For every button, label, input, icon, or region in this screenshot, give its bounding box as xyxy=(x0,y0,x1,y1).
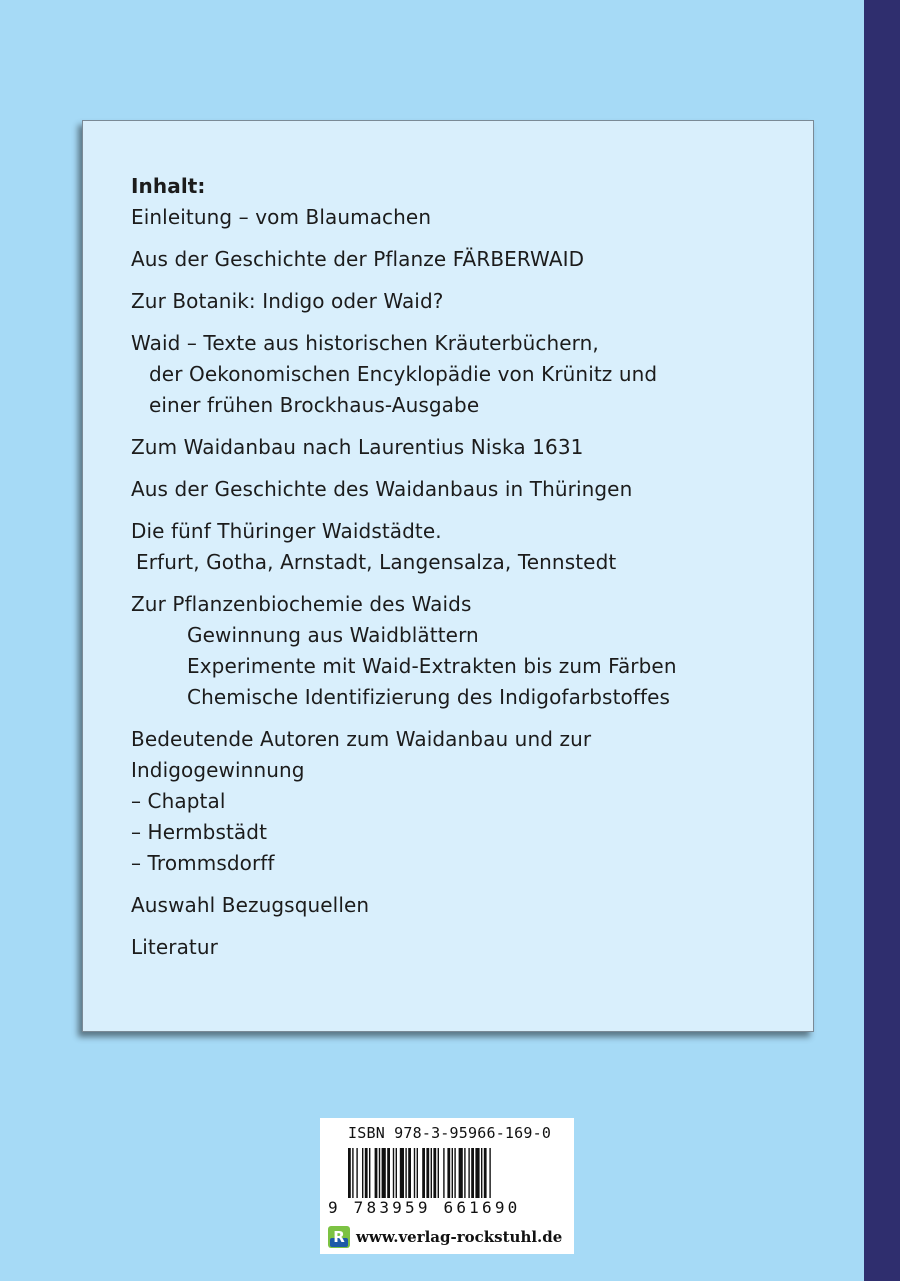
barcode-bar xyxy=(379,1148,380,1204)
publisher-line xyxy=(328,1226,562,1248)
toc-subentry: Experimente mit Waid-Extrakten bis zum Färben xyxy=(187,654,677,678)
barcode-bar xyxy=(369,1148,370,1204)
barcode-bar xyxy=(387,1148,390,1204)
toc-author-item: – Hermbstädt xyxy=(131,820,268,844)
toc-author-item: – Chaptal xyxy=(131,789,226,813)
toc-entry: Zum Waidanbau nach Laurentius Niska 1631 xyxy=(131,435,584,459)
barcode-bar xyxy=(443,1148,444,1204)
toc-entry: Aus der Geschichte des Waidanbaus in Thüringen xyxy=(131,477,633,501)
toc-entry: Zur Botanik: Indigo oder Waid? xyxy=(131,289,444,313)
publisher-url: www.verlag-rockstuhl.de xyxy=(356,1228,563,1246)
barcode-bar xyxy=(447,1148,450,1204)
barcode-bar xyxy=(396,1148,397,1204)
barcode-bar xyxy=(452,1148,453,1204)
table-of-contents xyxy=(131,171,791,963)
toc-subentry: Erfurt, Gotha, Arnstadt, Langensalza, Tennstedt xyxy=(136,550,617,574)
toc-heading: Inhalt: xyxy=(131,174,206,198)
toc-entry: Zur Pflanzenbiochemie des Waids xyxy=(131,592,472,616)
svg-text:R: R xyxy=(333,1228,345,1246)
toc-entry: Auswahl Bezugsquellen xyxy=(131,893,370,917)
toc-entry: Bedeutende Autoren zum Waidanbau und zur xyxy=(131,727,592,751)
barcode-bar xyxy=(438,1148,439,1204)
book-spine xyxy=(864,0,900,1281)
toc-subentry: Chemische Identifizierung des Indigofarbstoffes xyxy=(187,685,671,709)
barcode-bar xyxy=(356,1148,357,1204)
barcode-bar xyxy=(475,1148,479,1204)
barcode-bar xyxy=(362,1148,363,1204)
barcode-bar xyxy=(484,1148,487,1204)
toc-entry: Einleitung – vom Blaumachen xyxy=(131,205,432,229)
toc-entry: Die fünf Thüringer Waidstädte. xyxy=(131,519,442,543)
toc-entry-continuation: der Oekonomischen Encyklopädie von Krünitz und xyxy=(149,362,658,386)
barcode-bar xyxy=(405,1148,406,1204)
barcode-bar xyxy=(464,1148,465,1204)
barcode-bar xyxy=(382,1148,386,1204)
toc-entry-continuation: einer frühen Brockhaus-Ausgabe xyxy=(149,393,480,417)
ean-digits: 9 783959 661690 xyxy=(328,1198,521,1217)
toc-entry-continuation: Indigogewinnung xyxy=(131,758,305,782)
barcode-bar xyxy=(459,1148,463,1204)
barcode-bar xyxy=(454,1148,455,1204)
toc-entry: Aus der Geschichte der Pflanze FÄRBERWAID xyxy=(131,247,585,271)
barcode-bar xyxy=(481,1148,482,1204)
publisher-logo-icon xyxy=(328,1226,350,1248)
toc-entry: Waid – Texte aus historischen Kräuterbüchern, xyxy=(131,331,599,355)
toc-entry: Literatur xyxy=(131,935,218,959)
table-of-contents-panel xyxy=(82,120,814,1032)
barcode-bar xyxy=(365,1148,368,1204)
barcode-bar xyxy=(426,1148,429,1204)
toc-subentry: Gewinnung aus Waidblättern xyxy=(187,623,479,647)
barcode-bar xyxy=(408,1148,411,1204)
isbn-barcode-label xyxy=(320,1118,574,1254)
barcode-bar xyxy=(471,1148,474,1204)
isbn-number: ISBN 978-3-95966-169-0 xyxy=(348,1124,552,1142)
barcode-bar xyxy=(433,1148,436,1204)
barcode-bar xyxy=(393,1148,394,1204)
barcode-bar xyxy=(414,1148,415,1204)
barcode-bar xyxy=(431,1148,432,1204)
barcode-bar xyxy=(375,1148,378,1204)
barcode-bar xyxy=(400,1148,404,1204)
barcode-bar xyxy=(468,1148,469,1204)
toc-author-item: – Trommsdorff xyxy=(131,851,275,875)
